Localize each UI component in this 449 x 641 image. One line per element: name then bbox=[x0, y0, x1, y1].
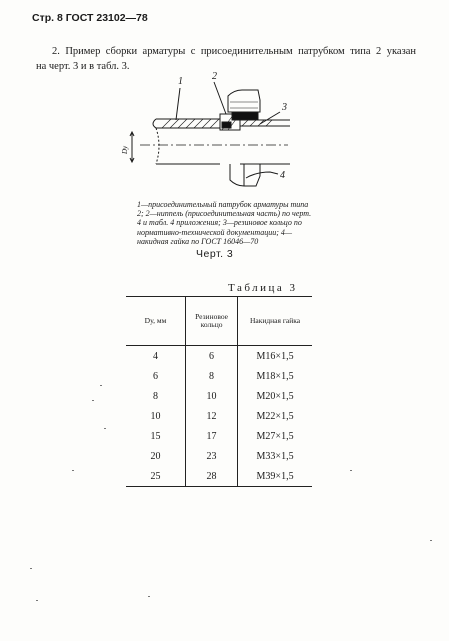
union-nut-top bbox=[228, 90, 260, 112]
header-ring: Резиновое кольцо bbox=[186, 297, 238, 346]
cell-dy: 6 bbox=[153, 370, 158, 382]
cell-ring: 10 bbox=[186, 386, 238, 406]
pipe-wall-hatching bbox=[162, 119, 219, 128]
leader-4 bbox=[246, 172, 278, 178]
scan-speck bbox=[30, 568, 32, 569]
cell-dy: 20 bbox=[150, 450, 161, 462]
table-row bbox=[126, 446, 312, 466]
rubber-ring bbox=[222, 122, 231, 128]
cell-ring: 17 bbox=[186, 426, 238, 446]
page-header: Стр. 8 ГОСТ 23102—78 bbox=[32, 12, 148, 24]
cell-nut: M16×1,5 bbox=[238, 346, 312, 367]
header-nut: Накидная гайка bbox=[238, 297, 312, 346]
callout-2: 2 bbox=[212, 71, 217, 82]
cell-dy: 25 bbox=[126, 466, 186, 487]
table-row bbox=[126, 386, 312, 406]
scan-speck bbox=[148, 596, 150, 597]
cell-ring: 8 bbox=[186, 366, 238, 386]
union-nut-section bbox=[232, 112, 258, 120]
cell-dy: 8 bbox=[153, 390, 158, 402]
figure-label: Черт. 3 bbox=[196, 248, 234, 260]
leader-1 bbox=[176, 88, 180, 120]
table-title: Таблица 3 bbox=[228, 282, 298, 294]
scan-speck bbox=[104, 428, 106, 429]
table-row bbox=[126, 466, 312, 487]
cell-dy: 10 bbox=[150, 410, 161, 422]
scan-speck bbox=[92, 400, 94, 401]
table-row bbox=[126, 346, 312, 367]
header-dy: Dу, мм bbox=[126, 297, 186, 346]
cell-ring: 6 bbox=[186, 346, 238, 367]
cell-dy: 4 bbox=[153, 350, 158, 362]
cell-nut: M22×1,5 bbox=[238, 406, 312, 426]
table-row bbox=[126, 406, 312, 426]
cell-nut: M39×1,5 bbox=[238, 466, 312, 487]
cell-nut: M27×1,5 bbox=[238, 426, 312, 446]
cell-ring: 28 bbox=[186, 466, 238, 487]
union-nut-bottom bbox=[230, 164, 260, 186]
figure-caption: 1—присоединительный патрубок арматуры типа 2; 2—ниппель (присоединительная часть) по черт. 4 и табл. 4 приложения; 3—резиновое кольцо по нормативно-технической документации; 4—накидная гайка по ГОСТ 16046—70 bbox=[137, 200, 312, 246]
cell-ring: 23 bbox=[186, 446, 238, 466]
cell-nut: M20×1,5 bbox=[238, 386, 312, 406]
pipe-break-line-lower bbox=[156, 128, 159, 164]
cell-nut: M18×1,5 bbox=[238, 366, 312, 386]
scan-speck bbox=[350, 470, 352, 471]
scan-speck bbox=[36, 600, 38, 601]
cell-nut: M33×1,5 bbox=[238, 446, 312, 466]
cell-ring: 12 bbox=[186, 406, 238, 426]
paragraph-line-2: на черт. 3 и в табл. 3. bbox=[36, 61, 130, 72]
paragraph-line-1: 2. Пример сборки арматуры с присоединительным патрубком типа 2 указан bbox=[52, 46, 416, 57]
table-row bbox=[126, 426, 312, 446]
table-3 bbox=[126, 296, 312, 487]
table-header-row bbox=[126, 297, 312, 346]
leader-2 bbox=[214, 82, 226, 114]
scan-speck bbox=[430, 540, 432, 541]
pipe-break-line bbox=[153, 119, 156, 128]
callout-1: 1 bbox=[178, 76, 183, 87]
dy-label: Dy bbox=[121, 145, 129, 154]
cell-dy: 15 bbox=[150, 430, 161, 442]
scan-speck bbox=[72, 470, 74, 471]
callout-3: 3 bbox=[282, 102, 287, 113]
assembly-drawing bbox=[118, 68, 298, 196]
callout-4: 4 bbox=[280, 170, 285, 181]
table-row bbox=[126, 366, 312, 386]
scan-speck bbox=[100, 385, 102, 386]
